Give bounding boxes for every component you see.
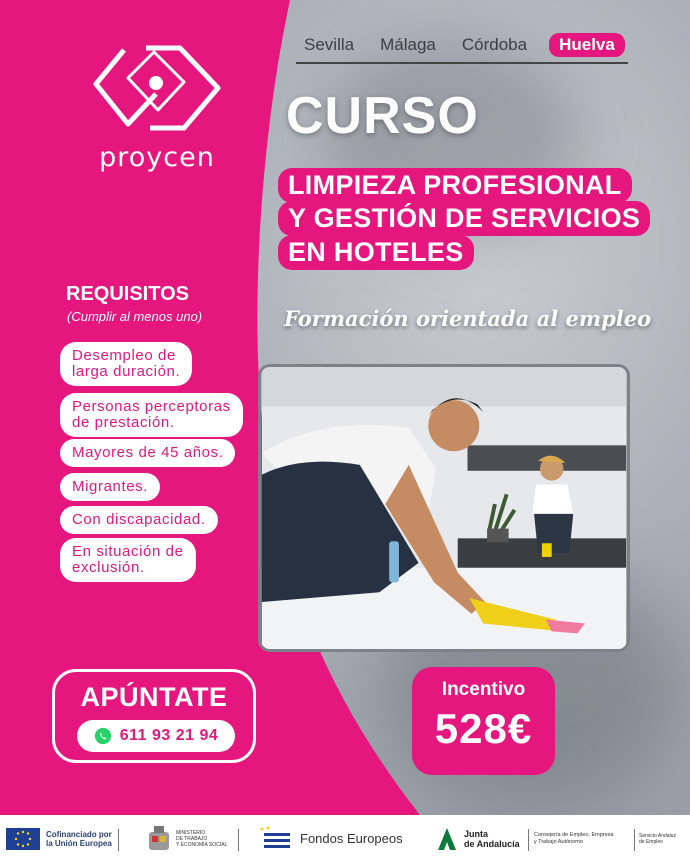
requirement-item: Migrantes. xyxy=(60,473,160,501)
requirement-item: Desempleo de larga duración. xyxy=(60,342,192,386)
eu-logo xyxy=(6,815,112,862)
city-malaga[interactable]: Málaga xyxy=(380,35,436,54)
sae-text-box xyxy=(639,815,676,862)
signup-title: APÚNTATE xyxy=(80,682,228,712)
course-label: CURSO xyxy=(286,87,479,145)
course-title-line-3: EN HOTELES xyxy=(278,235,474,270)
sae-text: Servicio Andaluz de Empleo xyxy=(639,832,676,845)
junta-text: Junta de Andalucía xyxy=(464,828,520,849)
consejeria-text-box xyxy=(534,815,613,862)
city-nav xyxy=(296,28,628,64)
incentive-amount: 528€ xyxy=(434,705,533,752)
eu-text: Cofinanciado por la Unión Europea xyxy=(46,829,112,848)
signup-box[interactable] xyxy=(52,669,256,763)
consejeria-text: Consejería de Empleo, Empresa y Trabajo Autónomo xyxy=(534,831,614,845)
requirements-subtitle: (Cumplir al menos uno) xyxy=(67,309,203,324)
proycen-logo-icon xyxy=(88,38,228,138)
whatsapp-icon xyxy=(94,727,112,745)
requirement-item: Mayores de 45 años. xyxy=(60,439,235,467)
course-title-line-2: Y GESTIÓN DE SERVICIOS xyxy=(278,201,650,236)
funds-logo xyxy=(258,815,403,862)
coat-of-arms-icon xyxy=(146,824,172,854)
phone-button[interactable] xyxy=(77,720,235,752)
incentive-box xyxy=(412,667,555,775)
city-sevilla[interactable]: Sevilla xyxy=(304,35,355,54)
incentive-label: Incentivo xyxy=(441,679,526,700)
footer-logos xyxy=(0,815,690,862)
eu-flag-icon xyxy=(6,828,40,850)
cleaning-photo xyxy=(258,364,630,652)
course-tagline: Formación orientada al empleo xyxy=(284,306,652,331)
city-cordoba[interactable]: Córdoba xyxy=(461,35,528,54)
requirements-title: REQUISITOS xyxy=(66,283,189,305)
city-huelva-active[interactable]: Huelva xyxy=(549,33,625,57)
european-funds-icon xyxy=(258,825,294,853)
funds-text: Fondos Europeos xyxy=(300,831,403,846)
ministry-text: MINISTERIO DE TRABAJO Y ECONOMÍA SOCIAL xyxy=(176,829,228,848)
requirement-item: Personas perceptoras de prestación. xyxy=(60,393,243,437)
ministry-logo xyxy=(146,815,227,862)
brand-name: proycen xyxy=(99,142,215,173)
phone-number: 611 93 21 94 xyxy=(119,727,219,744)
junta-logo xyxy=(436,815,520,862)
requirement-item: Con discapacidad. xyxy=(60,506,218,534)
course-title-line-1: LIMPIEZA PROFESIONAL xyxy=(278,168,632,203)
requirement-item: En situación de exclusión. xyxy=(60,538,196,582)
junta-andalucia-icon xyxy=(436,826,458,852)
